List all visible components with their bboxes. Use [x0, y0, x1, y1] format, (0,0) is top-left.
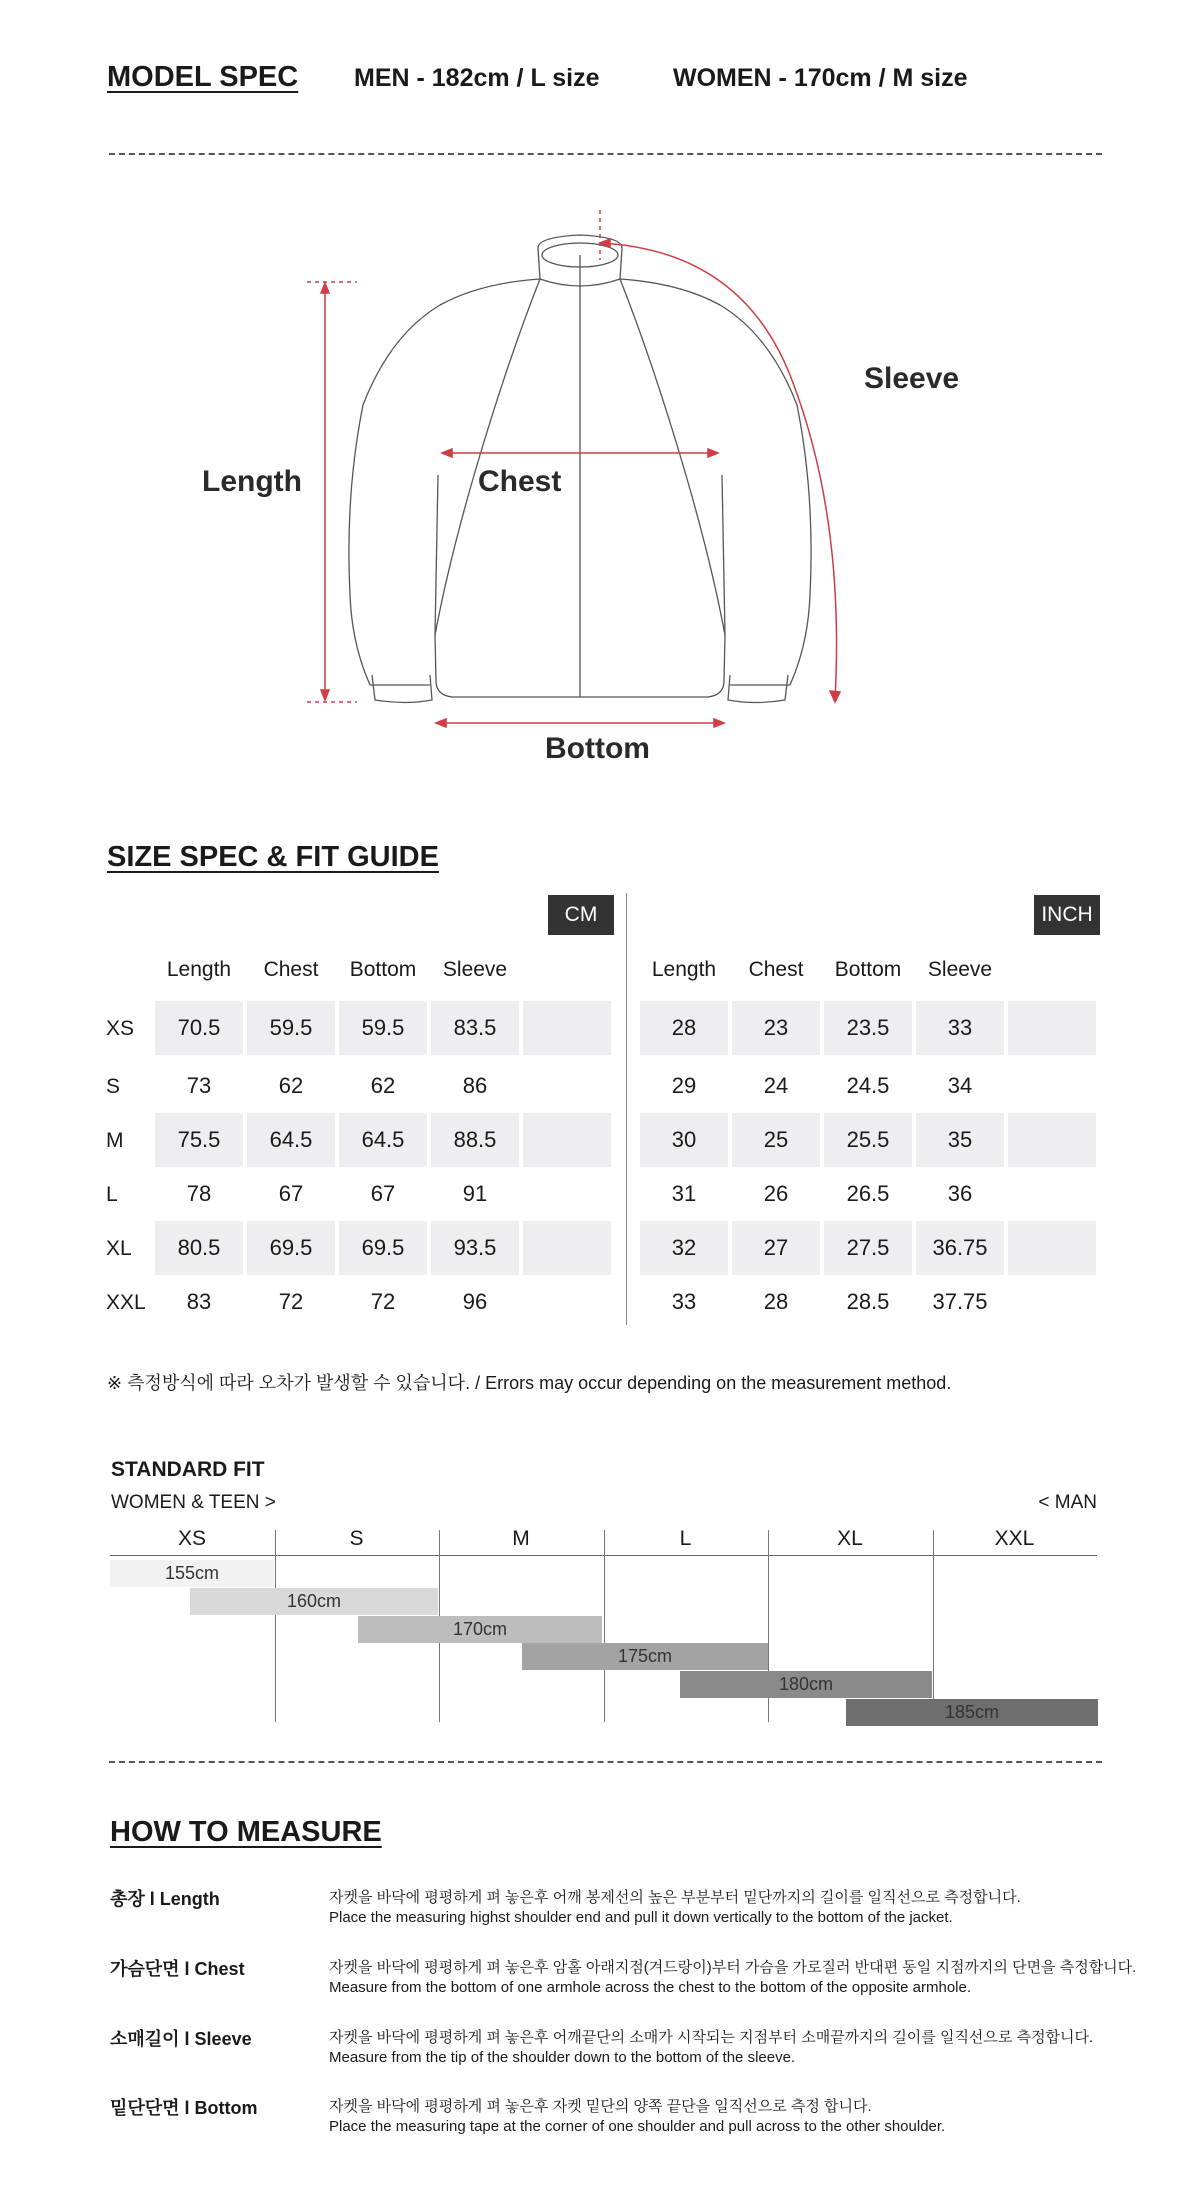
table-cell-empty [1008, 1221, 1096, 1275]
table-cell-inch: 36.75 [916, 1221, 1004, 1275]
measure-item-english: Measure from the tip of the shoulder down to the bottom of the sleeve. [329, 2049, 796, 2066]
measure-item-korean: 자켓을 바닥에 평평하게 펴 놓은후 어깨 봉제선의 높은 부분부터 밑단까지의 길이를 일직선으로 측정합니다. [329, 1889, 1021, 1906]
table-cell-inch: 27.5 [824, 1221, 912, 1275]
fit-size-label: M [512, 1527, 530, 1550]
table-cell-cm: 83.5 [431, 1001, 519, 1055]
fit-guide-title: STANDARD FIT [111, 1458, 265, 1481]
table-cell-cm: 64.5 [247, 1113, 335, 1167]
table-cell-cm: 59.5 [247, 1001, 335, 1055]
measure-item-label: 총장 l Length [110, 1889, 220, 1909]
table-cell-cm: 73 [186, 1073, 212, 1098]
table-cell-cm: 75.5 [155, 1113, 243, 1167]
table-cell-inch: 27 [732, 1221, 820, 1275]
fit-grid-line [933, 1530, 934, 1722]
measure-item-label: 밑단단면 l Bottom [110, 2098, 258, 2118]
column-header: Chest [748, 958, 804, 981]
table-cell-empty [1008, 1001, 1096, 1055]
table-cell-cm: 70.5 [155, 1001, 243, 1055]
size-row-label: L [106, 1183, 118, 1206]
table-cell-cm: 83 [186, 1289, 212, 1314]
table-cell-inch: 28 [763, 1289, 789, 1314]
table-cell-inch: 31 [671, 1181, 697, 1206]
model-spec-women: WOMEN - 170cm / M size [673, 64, 968, 92]
table-cell-cm: 72 [278, 1289, 304, 1314]
table-cell-inch: 28 [640, 1001, 728, 1055]
how-to-measure-title: HOW TO MEASURE [110, 1816, 382, 1848]
fit-size-label: XS [177, 1527, 206, 1550]
fit-size-label: XXL [994, 1527, 1035, 1550]
table-cell-cm: 67 [370, 1181, 396, 1206]
table-cell-cm: 91 [462, 1181, 488, 1206]
table-divider [626, 893, 627, 1325]
fit-height-bar: 160cm [190, 1588, 438, 1615]
size-row-label: M [106, 1129, 124, 1152]
table-cell-empty [1008, 1275, 1096, 1329]
table-cell-empty [523, 1275, 611, 1329]
dashed-divider [109, 153, 1102, 155]
jacket-measurement-diagram [180, 195, 1020, 785]
fit-size-label: S [349, 1527, 364, 1550]
size-row-label: S [106, 1075, 121, 1098]
table-cell-empty [1008, 1167, 1096, 1221]
table-cell-cm: 67 [278, 1181, 304, 1206]
size-row-label: XS [106, 1017, 135, 1040]
diagram-label-bottom: Bottom [545, 732, 650, 765]
model-spec-men: MEN - 182cm / L size [354, 64, 600, 92]
table-cell-inch: 24 [763, 1073, 789, 1098]
table-cell-inch: 26 [763, 1181, 789, 1206]
size-row-label: XXL [106, 1291, 146, 1314]
table-cell-empty [523, 1059, 611, 1113]
column-header: Sleeve [442, 958, 508, 981]
table-cell-empty [523, 1221, 611, 1275]
table-cell-inch: 33 [671, 1289, 697, 1314]
diagram-label-length: Length [202, 465, 302, 498]
diagram-label-sleeve: Sleeve [864, 362, 960, 395]
dashed-divider [109, 1761, 1102, 1763]
measurement-note: ※ 측정방식에 따라 오차가 발생할 수 있습니다. / Errors may occur depending on the measurement method. [107, 1373, 952, 1393]
measure-item-label: 가슴단면 l Chest [110, 1959, 245, 1979]
table-cell-cm: 78 [186, 1181, 212, 1206]
table-cell-inch: 29 [671, 1073, 697, 1098]
fit-grid-line [604, 1530, 605, 1722]
table-cell-inch: 24.5 [846, 1073, 890, 1098]
fit-height-bar: 155cm [110, 1560, 274, 1587]
table-cell-empty [523, 1001, 611, 1055]
table-cell-cm: 59.5 [339, 1001, 427, 1055]
measure-item-korean: 자켓을 바닥에 평평하게 펴 놓은후 암홀 아래지점(겨드랑이)부터 가슴을 가로질러 반대편 동일 지점까지의 단면을 측정합니다. [329, 1959, 1137, 1976]
fit-height-bar: 175cm [522, 1643, 768, 1670]
table-cell-cm: 62 [278, 1073, 304, 1098]
column-header: Sleeve [927, 958, 993, 981]
table-cell-cm: 96 [462, 1289, 488, 1314]
table-cell-cm: 88.5 [431, 1113, 519, 1167]
measure-item-english: Place the measuring highst shoulder end and pull it down vertically to the bottom of the jacket. [329, 1909, 953, 1926]
model-spec-title: MODEL SPEC [107, 61, 299, 93]
fit-size-label: L [679, 1527, 692, 1550]
table-cell-inch: 36 [947, 1181, 973, 1206]
table-cell-cm: 69.5 [339, 1221, 427, 1275]
jacket-outline-icon [180, 195, 1020, 785]
fit-size-label: XL [837, 1527, 863, 1550]
table-cell-inch: 32 [640, 1221, 728, 1275]
fit-height-bar: 170cm [358, 1616, 602, 1643]
table-cell-inch: 26.5 [846, 1181, 890, 1206]
size-spec-title: SIZE SPEC & FIT GUIDE [107, 841, 439, 873]
column-header: Length [651, 958, 717, 981]
table-cell-inch: 25.5 [824, 1113, 912, 1167]
table-cell-inch: 34 [947, 1073, 973, 1098]
table-cell-cm: 64.5 [339, 1113, 427, 1167]
measure-item-english: Place the measuring tape at the corner of one shoulder and pull across to the other shoulder. [329, 2118, 946, 2135]
table-cell-inch: 28.5 [846, 1289, 890, 1314]
table-cell-inch: 35 [916, 1113, 1004, 1167]
measure-item-korean: 자켓을 바닥에 평평하게 펴 놓은후 자켓 밑단의 양쪽 끝단을 일직선으로 측정 합니다. [329, 2098, 872, 2115]
column-header: Bottom [834, 958, 902, 981]
column-header: Bottom [349, 958, 417, 981]
measure-item-label: 소매길이 l Sleeve [110, 2029, 252, 2049]
table-cell-empty [1008, 1113, 1096, 1167]
fit-grid-line [275, 1530, 276, 1722]
table-cell-cm: 86 [462, 1073, 488, 1098]
table-cell-empty [523, 1113, 611, 1167]
table-cell-cm: 69.5 [247, 1221, 335, 1275]
table-cell-empty [523, 1167, 611, 1221]
unit-badge-inch: INCH [1034, 895, 1100, 935]
fit-height-bar: 185cm [846, 1699, 1098, 1726]
column-header: Length [166, 958, 232, 981]
size-row-label: XL [106, 1237, 132, 1260]
table-cell-cm: 80.5 [155, 1221, 243, 1275]
table-cell-inch: 30 [640, 1113, 728, 1167]
table-cell-empty [1008, 1059, 1096, 1113]
table-cell-cm: 62 [370, 1073, 396, 1098]
unit-badge-cm: CM [548, 895, 614, 935]
table-cell-inch: 25 [732, 1113, 820, 1167]
table-cell-inch: 33 [916, 1001, 1004, 1055]
table-cell-inch: 37.75 [932, 1289, 988, 1314]
diagram-label-chest: Chest [478, 465, 562, 498]
column-header: Chest [263, 958, 319, 981]
measure-item-korean: 자켓을 바닥에 평평하게 펴 놓은후 어깨끝단의 소매가 시작되는 지점부터 소매끝까지의 길이를 일직선으로 측정합니다. [329, 2029, 1094, 2046]
measure-item-english: Measure from the bottom of one armhole across the chest to the bottom of the opposite armhole. [329, 1979, 972, 1996]
table-cell-inch: 23.5 [824, 1001, 912, 1055]
table-cell-cm: 93.5 [431, 1221, 519, 1275]
fit-guide-left-label: WOMEN & TEEN > [111, 1492, 276, 1513]
fit-height-bar: 180cm [680, 1671, 932, 1698]
table-cell-inch: 23 [732, 1001, 820, 1055]
table-cell-cm: 72 [370, 1289, 396, 1314]
fit-guide-right-label: < MAN [1038, 1492, 1097, 1513]
